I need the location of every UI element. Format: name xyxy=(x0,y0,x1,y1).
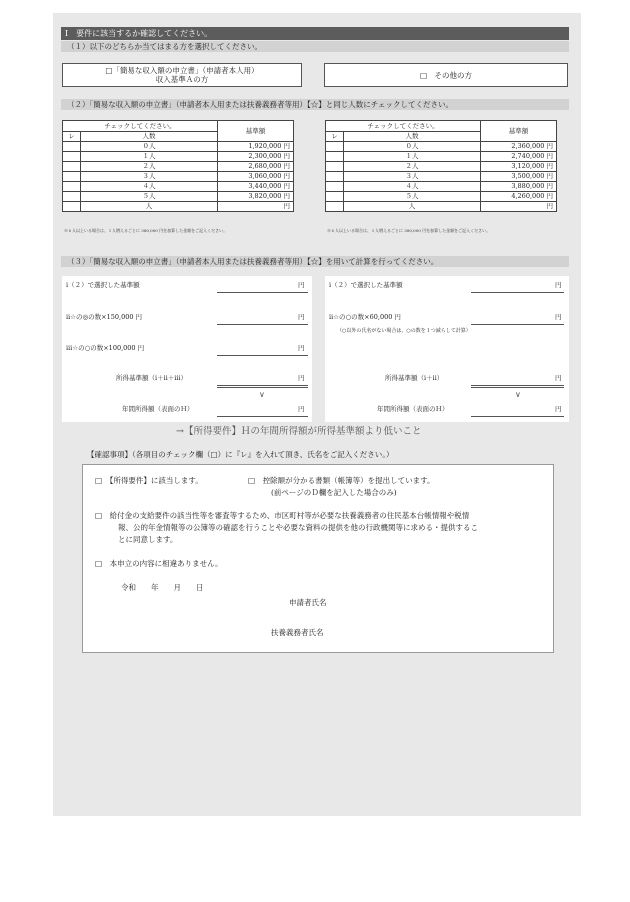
left-table-note: ※６人以上いる場合は、１人増えるごとに 380,000 円を加算した金額をご記入ください。 xyxy=(64,228,228,233)
table-row: 人 円 xyxy=(63,202,294,212)
table-col-persons: 人数 xyxy=(81,132,218,142)
left-reference-table xyxy=(62,120,294,212)
check-cell[interactable] xyxy=(326,152,344,162)
check-cell[interactable] xyxy=(63,162,81,172)
confirm-header: 【確認事項】（各項目のチェック欄（□）に『レ』を入れて頂き、氏名をご記入ください。） xyxy=(87,450,394,459)
left-calc-row1-label: ⅰ（２）で選択した基準額 xyxy=(66,281,140,289)
option-b-box[interactable] xyxy=(324,63,568,87)
q3-label: （３）「簡易な収入額の申立書」（申請者本人用または扶養義務者等用）【☆】を用いて計算を行ってください。 xyxy=(61,256,569,267)
left-total-label: 所得基準額（ⅰ＋ⅱ＋ⅲ） xyxy=(116,374,187,382)
right-annual-label: 年間所得額（表面のＨ） xyxy=(377,405,449,413)
table-row: 人 円 xyxy=(326,202,557,212)
right-calc-row1-label: ⅰ（２）で選択した基準額 xyxy=(329,281,403,289)
table-header-check: チェックしてください。 xyxy=(63,121,218,132)
compare-symbol: ∨ xyxy=(515,390,521,399)
table-row: ０人 2,360,000 円 xyxy=(326,142,557,152)
table-row: ５人 3,820,000 円 xyxy=(63,192,294,202)
table-row: ３人 3,500,000 円 xyxy=(326,172,557,182)
option-a-box[interactable] xyxy=(62,63,302,87)
check-cell[interactable] xyxy=(326,162,344,172)
table-row: ０人 1,920,000 円 xyxy=(63,142,294,152)
consent-checkbox[interactable]: □ 給付金の支給要件の該当性等を審査等するため、市区町村等が必要な扶養義務者の住民基本台帳情報や税情 xyxy=(95,511,470,520)
check-cell[interactable] xyxy=(63,192,81,202)
check-cell[interactable] xyxy=(63,182,81,192)
left-calc-row2-label: ⅱ☆の◎の数×150,000 円 xyxy=(66,313,143,321)
table-row: ５人 4,260,000 円 xyxy=(326,192,557,202)
option-a-line1: □「簡易な収入額の申立書」（申請者本人用） xyxy=(105,66,259,75)
table-row: ２人 2,680,000 円 xyxy=(63,162,294,172)
table-col-check: レ xyxy=(63,132,81,142)
deduction-document-checkbox[interactable]: □ 控除額が分かる書類（帳簿等）を提出しています。 xyxy=(248,476,435,485)
section-title: Ⅰ 要件に該当するか確認してください。 xyxy=(61,27,569,40)
supporter-name-label: 扶養義務者氏名 xyxy=(271,628,324,637)
check-cell[interactable] xyxy=(326,172,344,182)
form-page xyxy=(53,13,581,816)
table-row: ３人 3,060,000 円 xyxy=(63,172,294,182)
check-cell[interactable] xyxy=(63,202,81,212)
consent-text-line3: とに同意します。 xyxy=(118,535,178,544)
table-row: ４人 3,440,000 円 xyxy=(63,182,294,192)
option-a-line2: 収入基準Ａの方 xyxy=(155,75,209,85)
check-cell[interactable] xyxy=(326,182,344,192)
income-requirement-checkbox[interactable]: □ 【所得要件】に該当します。 xyxy=(95,476,203,485)
consent-text-line2: 報、公的年金情報等の公簿等の確認を行うことや必要な資料の提供を他の行政機関等に求める・提供するこ xyxy=(118,523,478,532)
compare-symbol: ∨ xyxy=(259,390,265,399)
table-row: ２人 3,120,000 円 xyxy=(326,162,557,172)
date-field[interactable]: 令和 年 月 日 xyxy=(121,583,204,592)
table-header-amount: 基準額 xyxy=(218,121,294,142)
applicant-name-label: 申請者氏名 xyxy=(289,598,327,607)
right-reference-table: チェックしてください。 基準額 レ 人数 ０人 2,360,000 円 １人 2,740,000 円 ２人 3,120,000 円 ３人 3,500,000 円 ４人 3,880,000 円 ５人 4,260,000 円 人 円 xyxy=(325,120,557,212)
left-calc-panel: ⅰ（２）で選択した基準額 円 ⅱ☆の◎の数×150,000 円 円 ⅲ☆の○の数×100,000 円 円 所得基準額（ⅰ＋ⅱ＋ⅲ） 円 ∨ 年間所得額（表面のＨ） 円 xyxy=(62,276,312,422)
left-annual-label: 年間所得額（表面のＨ） xyxy=(122,405,194,413)
check-cell[interactable] xyxy=(63,172,81,182)
table-row: ４人 3,880,000 円 xyxy=(326,182,557,192)
q1-label: （１）以下のどちらか当てはまる方を選択してください。 xyxy=(61,41,569,52)
right-calc-row2-label: ⅱ☆の○の数×60,000 円 xyxy=(329,313,401,321)
table-row: １人 2,300,000 円 xyxy=(63,152,294,162)
right-calc-panel: ⅰ（２）で選択した基準額 円 ⅱ☆の○の数×60,000 円 円 （○以外の氏名がない場合は、○の数を１つ減らして計算） 所得基準額（ⅰ＋ⅱ） 円 ∨ 年間所得額（表面のＨ） 円 xyxy=(325,276,569,422)
check-cell[interactable] xyxy=(326,142,344,152)
option-b-label: □ その他の方 xyxy=(419,71,473,80)
table-row: １人 2,740,000 円 xyxy=(326,152,557,162)
confirm-box xyxy=(82,464,554,653)
check-cell[interactable] xyxy=(63,152,81,162)
left-calc-row3-label: ⅲ☆の○の数×100,000 円 xyxy=(66,344,145,352)
right-table-note: ※６人以上いる場合は、１人増えるごとに 380,000 円を加算した金額をご記入ください。 xyxy=(327,228,491,233)
right-calc-row2-note: （○以外の氏名がない場合は、○の数を１つ減らして計算） xyxy=(337,328,471,334)
deduction-document-note: (前ページのＤ欄を記入した場合のみ) xyxy=(271,488,397,497)
q2-label: （２）「簡易な収入額の申立書」（申請者本人用または扶養義務者等用）【☆】と同じ人数にチェックしてください。 xyxy=(61,99,569,110)
income-requirement-note: →【所得要件】Ｈの年間所得額が所得基準額より低いこと xyxy=(176,426,422,437)
check-cell[interactable] xyxy=(326,192,344,202)
check-cell[interactable] xyxy=(326,202,344,212)
check-cell[interactable] xyxy=(63,142,81,152)
right-total-label: 所得基準額（ⅰ＋ⅱ） xyxy=(385,374,444,382)
truthfulness-checkbox[interactable]: □ 本申立の内容に相違ありません。 xyxy=(95,559,223,568)
